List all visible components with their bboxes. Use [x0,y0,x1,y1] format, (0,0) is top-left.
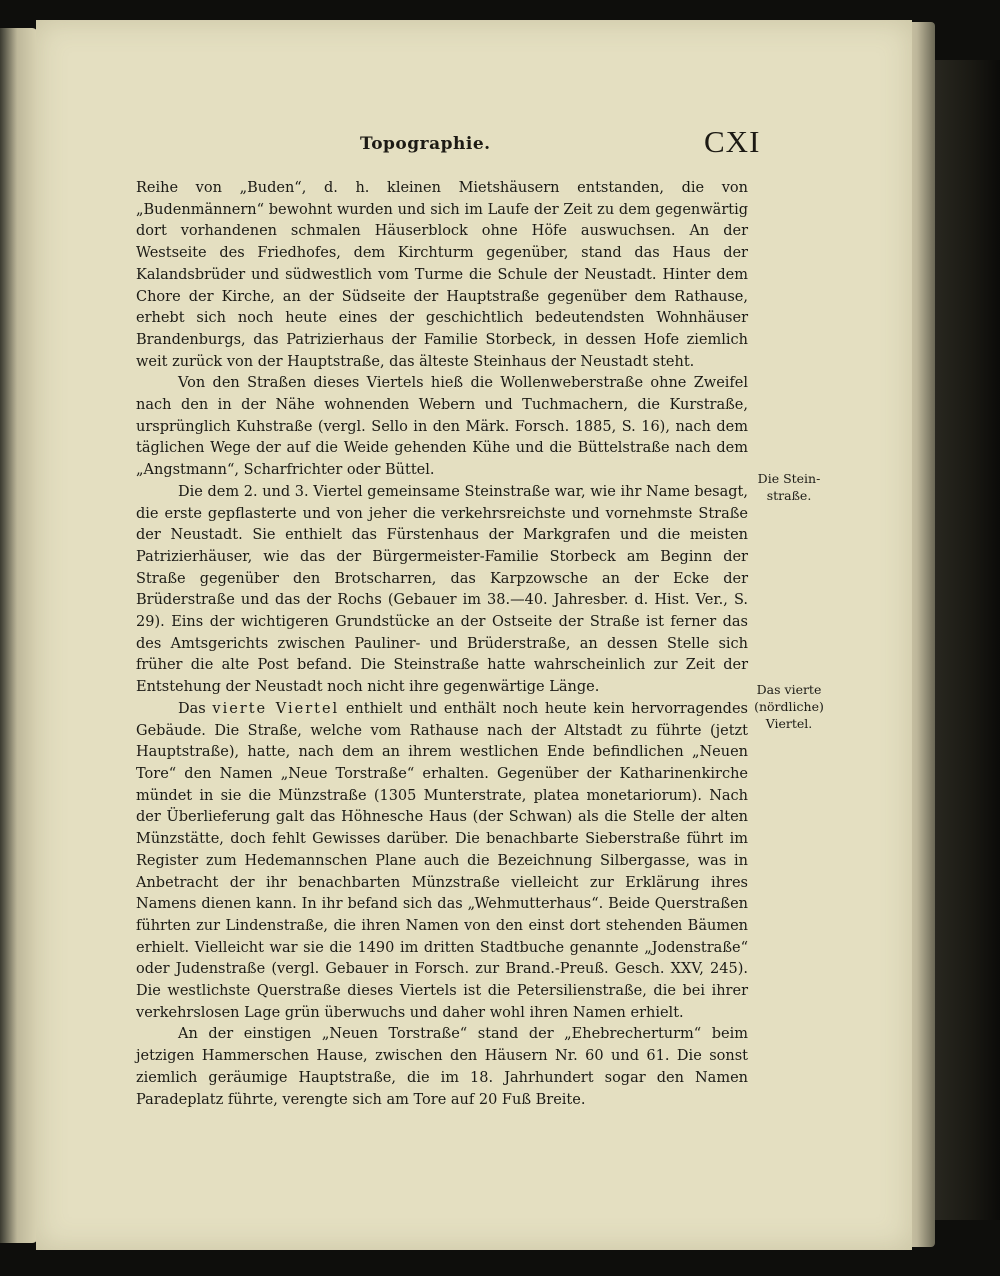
paragraph-4 [136,699,748,1025]
paragraph-5: An der einstigen „Neuen Torstraße“ stand der „Ehebrecherturm“ beim jetzigen Hammerschen Hause, zwischen den Häusern Nr. 60 und 61. Die sonst ziemlich geräumige Hauptstraße, die im 18. Jahrhundert sogar den Namen Paradeplatz führte, verengte sich am Tore auf 20 Fuß Breite. [136,1026,748,1108]
paragraph-4-lead: Das [178,700,213,717]
left-page-edge [0,28,38,1243]
running-title: Topographie. [360,134,491,154]
paragraph-4-text: enthielt und enthält noch heute kein hervorragendes Gebäude. Die Straße, welche vom Rathause nach der Altstadt zu führte (jetzt Hauptstraße), hatte, nach dem an ihrem westlichen Ende befindlichen „Neuen Tore“ den Namen „Neue Torstraße“ erhalten. Gegenüber der Katharinenkirche mündet in sie die Münzstraße (1305 Munterstrate, platea monetariorum). Nach der Überlieferung galt das Höhnesche Haus (der Schwan) als die Stelle der alten Münzstätte, doch fehlt Gewisses darüber. Die benachbarte Sieberstraße führt im Register zum Hedemannschen Plane auch die Bezeichnung Silbergasse, was in Anbetracht der ihr benachbarten Münzstraße vielleicht zur Erklärung ihres Namens dienen kann. In ihr befand sich das „Wehmutterhaus“. Beide Querstraßen führten zur Lindenstraße, die ihren Namen von den einst dort stehenden Bäumen erhielt. Vielleicht war sie die 1490 im dritten Stadtbuche genannte „Jodenstraße“ oder Judenstraße (vergl. Gebauer in Forsch. zur Brand.-Preuß. Gesch. XXV, 245). Die westlichste Querstraße dieses Viertels ist die Petersilienstraße, die bei ihrer verkehrslosen Lage grün überwuchs und daher wohl ihren Namen erhielt. [136,700,748,1021]
paragraph-2: Von den Straßen dieses Viertels hieß die Wollenweberstraße ohne Zweifel nach den in der Nähe wohnenden Webern und Tuchmachern, die Kurstraße, ursprünglich Kuhstraße (vergl. Sello in den Märk. Forsch. 1885, S. 16), nach dem täglichen Wege der auf die Weide gehenden Kühe und die Büttelstraße nach dem „Angstmann“, Scharfrichter oder Büttel. [136,375,748,479]
body-text [136,178,748,1111]
paragraph-4-spaced: vierte Viertel [212,700,340,717]
paragraph-3: Die dem 2. und 3. Viertel gemeinsame Steinstraße war, wie ihr Name besagt, die erste gepflasterte und von jeher die verkehrsreichste und vornehmste Straße der Neustadt. Sie enthielt das Fürstenhaus der Markgrafen und die meisten Patrizierhäuser, wie das der Bürgermeister-Familie Storbeck am Beginn der Straße gegenüber den Brotscharren, das Karpzowsche an der Ecke der Brüderstraße und das der Rochs (Gebauer im 38.—40. Jahresber. d. Hist. Ver., S. 29). Eins der wichtigeren Grundstücke an der Ostseite der Straße ist ferner das des Amtsgerichts zwischen Pauliner- und Brüderstraße, an dessen Stelle sich früher die alte Post befand. Die Steinstraße hatte wahrscheinlich zur Zeit der Entstehung der Neustadt noch nicht ihre gegenwärtige Länge. [136,483,748,696]
page-number: CXI [704,124,761,159]
paragraph-1: Reihe von „Buden“, d. h. kleinen Mietshäusern entstanden, die von „Budenmännern“ bewohnt wurden und sich im Laufe der Zeit zu dem gegenwärtig dort vorhandenen schmalen Häuserblock ohne Höfe auswuchsen. An der Westseite des Friedhofes, dem Kirchturm gegenüber, stand das Haus der Kalandsbrüder und südwestlich vom Turme die Schule der Neustadt. Hinter dem Chore der Kirche, an der Südseite der Hauptstraße gegenüber dem Rathause, erhebt sich noch heute eines der geschichtlich bedeutendsten Wohnhäuser Brandenburgs, das Patrizierhaus der Familie Storbeck, in dessen Hofe ziemlich weit zurück von der Hauptstraße, das älteste Steinhaus der Neustadt steht. [136,180,748,370]
margin-note-viertes-viertel: Das vierte (nördliche) Viertel. [754,682,824,731]
margin-note-steinstrasse: Die Stein- straße. [757,471,821,503]
book-cover-edge [928,60,1000,1220]
